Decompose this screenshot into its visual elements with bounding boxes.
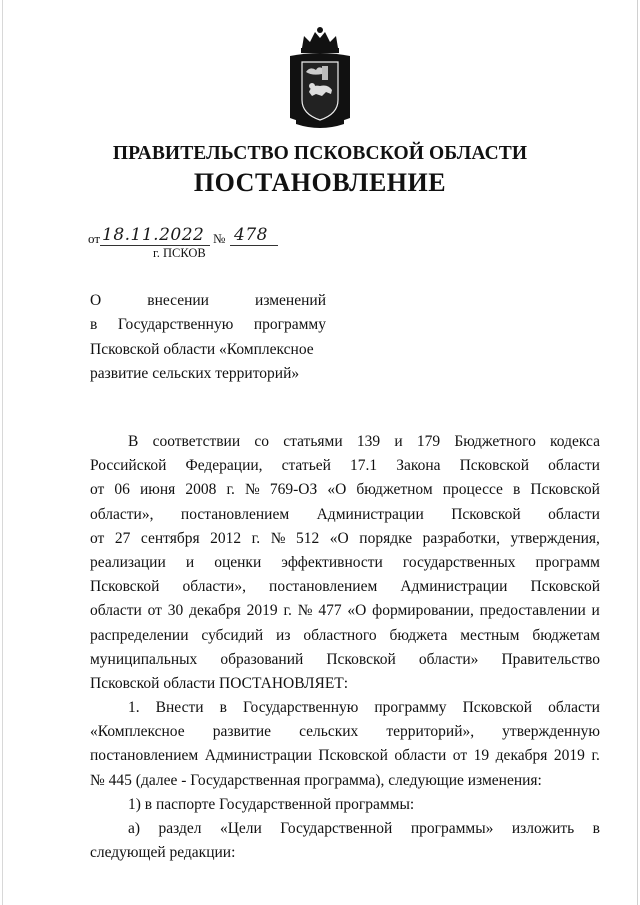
body-word: изложить [511, 820, 575, 837]
body-word: «Комплексное [90, 723, 185, 741]
body-word: Псковской [530, 578, 600, 596]
body-word: раздел [158, 820, 202, 837]
body-word: 769-ОЗ [269, 481, 318, 499]
body-line [90, 454, 600, 478]
scan-edge-left [2, 0, 3, 905]
body-word: процессе [442, 481, 503, 499]
body-word: 27 [114, 529, 131, 547]
subject-line [90, 313, 326, 337]
number-prefix: № [213, 231, 226, 246]
body-word: 2012 [210, 529, 242, 547]
body-word: реализации [90, 553, 166, 571]
body-word: г. [283, 602, 292, 620]
organization-title: ПРАВИТЕЛЬСТВО ПСКОВСКОЙ ОБЛАСТИ [112, 143, 528, 164]
body-word: Администрации [400, 578, 508, 596]
handwritten-date: 18.11.2022 [102, 225, 205, 245]
body-word: и [394, 433, 403, 450]
body-word: 139 [356, 433, 381, 450]
body-line [90, 527, 600, 551]
body-word: от [147, 602, 162, 620]
body-word: декабря [495, 747, 548, 765]
subject-word: внесении [147, 292, 209, 309]
body-line [90, 575, 600, 599]
body-word: Внести [155, 699, 204, 717]
body-word: а) [128, 820, 141, 837]
body-word: 179 [416, 433, 441, 450]
body-word: Псковской [459, 457, 530, 475]
body-word: распределении [90, 626, 189, 644]
body-word: области [90, 602, 142, 620]
body-line [90, 817, 600, 841]
body-word: 19 [473, 747, 490, 765]
subject-word: развитие сельских территорий» [90, 365, 300, 383]
body-word: разработки, [422, 529, 500, 547]
body-word: области» [418, 650, 479, 668]
body-word: 17.1 [350, 457, 378, 475]
subject-word: О [90, 292, 102, 309]
body-word: «О [327, 481, 347, 499]
body-word: области [548, 699, 600, 717]
body-word: № 445 (далее - Государственная программа), следующие изменения: [90, 771, 542, 789]
body-word: декабря [189, 602, 241, 620]
body-word: Правительство [501, 650, 600, 668]
body-word: порядке [359, 529, 413, 547]
body-word: г. [226, 481, 235, 499]
body-word: области [548, 457, 600, 475]
body-word: 1) в паспорте Государственной программы: [128, 795, 415, 813]
body-word: бюджетам [532, 626, 600, 644]
body-word: Псковской [318, 747, 388, 765]
body-line [90, 769, 600, 793]
body-word: области», [182, 578, 246, 596]
subject-word: программу [253, 316, 326, 334]
body-line [90, 672, 600, 696]
body-line [90, 624, 600, 648]
body-word: постановлением [269, 578, 378, 596]
body-word: областного [303, 626, 377, 644]
body-word: от [452, 747, 468, 765]
body-word: «О [347, 602, 367, 620]
body-word: 30 [167, 602, 184, 620]
body-word: Закона [396, 457, 441, 475]
body-word: сентября [140, 529, 200, 547]
body-word: 1. [128, 699, 140, 717]
body-word: формировании, [372, 602, 474, 620]
body-word: со [254, 433, 270, 450]
body-word: из [276, 626, 291, 644]
body-word: программу [374, 699, 447, 717]
body-line [90, 696, 600, 720]
body-word: статьями [283, 433, 343, 450]
body-word: бюджетном [356, 481, 433, 499]
body-word: области», [90, 505, 154, 523]
body-word: и [185, 553, 195, 571]
body-word: предоставлении [479, 602, 586, 620]
subject-line [90, 338, 326, 362]
body-word: от [90, 529, 105, 547]
body-word: Российской [90, 457, 167, 475]
body-word: Псковской области ПОСТАНОВЛЯЕТ: [90, 674, 349, 692]
body-line [90, 793, 600, 817]
body-line [90, 841, 600, 865]
body-line [90, 744, 600, 768]
body-word: бюджета [389, 626, 448, 644]
body-word: Псковской [326, 650, 396, 668]
body-word: муниципальных [90, 650, 198, 668]
body-word: Псковской [530, 481, 600, 499]
body-word: программ [535, 553, 600, 571]
body-word: 2019 [246, 602, 278, 620]
body-word: Государственной [280, 820, 393, 837]
body-line [90, 599, 600, 623]
scan-edge-right [637, 0, 638, 905]
body-word: Псковской [451, 505, 521, 523]
body-line [90, 720, 600, 744]
subject-word: изменений [255, 292, 326, 309]
body-word: местным [460, 626, 520, 644]
body-word: постановлением [90, 747, 199, 765]
body-word: г. [251, 529, 261, 547]
body-word: утверждения, [510, 529, 600, 547]
body-word: № [297, 602, 313, 620]
body-word: следующей редакции: [90, 844, 236, 862]
date-prefix: от [88, 231, 101, 246]
body-word: 06 [114, 481, 130, 499]
body-word: образований [220, 650, 304, 668]
body-word: июня [139, 481, 176, 499]
body-word: 2008 [185, 481, 217, 499]
body-word: г. [591, 747, 600, 765]
body-word: территорий», [386, 723, 475, 741]
body-word: в [513, 481, 521, 499]
document-type-title: ПОСТАНОВЛЕНИЕ [193, 168, 447, 197]
body-word: 477 [318, 602, 342, 620]
body-line [90, 551, 600, 575]
body-word: государственных [402, 553, 516, 571]
subject-line [90, 362, 326, 386]
subject-word: Псковской области «Комплексное [90, 340, 314, 358]
body-word: Администрации [316, 505, 424, 523]
body-word: 512 [296, 529, 320, 547]
body-word: эффективности [281, 553, 383, 571]
body-word: в [219, 699, 227, 717]
coat-of-arms-icon [282, 26, 358, 130]
body-word: Администрации [204, 747, 312, 765]
handwritten-number: 478 [234, 225, 268, 245]
body-word: Государственную [242, 699, 359, 717]
body-word: статьей [281, 457, 331, 475]
body-word: «О [329, 529, 349, 547]
body-word: постановлением [180, 505, 290, 523]
body-word: «Цели [219, 820, 262, 837]
body-word: утвержденную [502, 723, 600, 741]
body-line [90, 503, 600, 527]
body-word: от [90, 481, 105, 499]
body-line [90, 430, 600, 454]
document-subject [90, 289, 326, 387]
body-word: области [394, 747, 447, 765]
number-underline [230, 245, 278, 246]
subject-line [90, 289, 326, 313]
body-word: Псковской [462, 699, 533, 717]
body-word: 2019 [553, 747, 585, 765]
body-line [90, 648, 600, 672]
body-word: и [591, 602, 600, 620]
body-word: Псковской [90, 578, 160, 596]
city-label: г. ПСКОВ [153, 246, 206, 260]
subject-word: в [90, 316, 98, 334]
subject-word: Государственную [117, 316, 234, 334]
body-word: № [270, 529, 286, 547]
body-line [90, 478, 600, 502]
body-word: соответствии [152, 433, 241, 450]
body-word: программы» [410, 820, 494, 837]
body-word: Федерации, [185, 457, 263, 475]
body-word: В [128, 433, 139, 450]
document-body [90, 430, 600, 865]
body-word: сельских [299, 723, 359, 741]
body-word: оценки [214, 553, 262, 571]
body-word: кодекса [550, 433, 600, 450]
body-word: Бюджетного [454, 433, 536, 450]
body-word: области [548, 505, 600, 523]
body-word: в [592, 820, 600, 837]
body-word: развитие [212, 723, 272, 741]
body-word: № [245, 481, 260, 499]
body-word: субсидий [201, 626, 264, 644]
